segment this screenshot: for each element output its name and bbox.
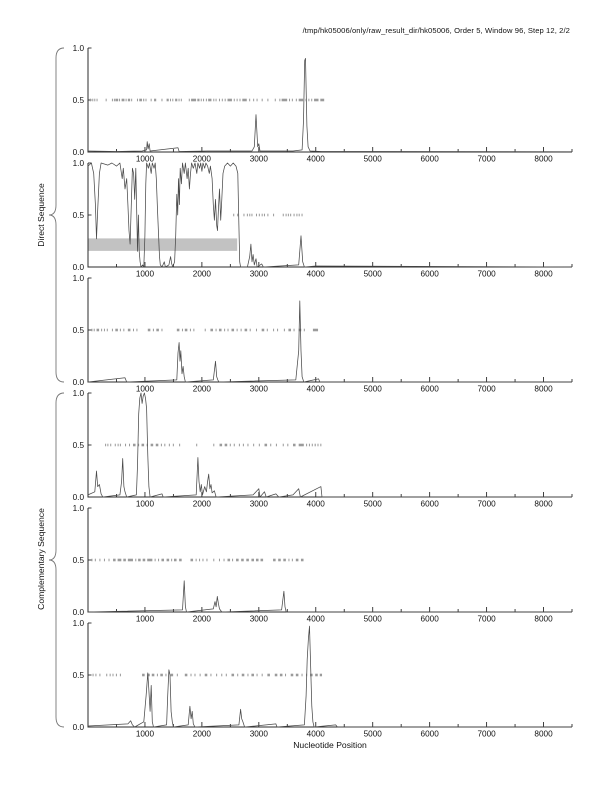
- coding-probability-curve: [88, 301, 572, 382]
- x-tick-label: 8000: [534, 384, 553, 394]
- y-tick-label: 1.0: [72, 44, 84, 53]
- group-label-direct: Direct Sequence: [36, 183, 46, 247]
- x-tick-label: 3000: [249, 384, 268, 394]
- axis: [88, 508, 572, 612]
- y-tick-label: 0.0: [72, 723, 84, 732]
- x-tick-label: 5000: [363, 614, 382, 624]
- x-tick-label: 4000: [306, 384, 325, 394]
- x-tick-label: 2000: [192, 614, 211, 624]
- x-tick-label: 6000: [420, 269, 439, 279]
- y-ticks: [73, 504, 92, 617]
- x-tick-label: 8000: [534, 154, 553, 164]
- x-tick-label: 5000: [363, 154, 382, 164]
- x-tick-label: 1000: [135, 499, 155, 509]
- y-ticks: [73, 44, 92, 157]
- x-tick-label: 7000: [477, 269, 496, 279]
- axis: [88, 278, 572, 382]
- group-label-complementary: Complementary Sequence: [36, 508, 46, 610]
- axis: [88, 48, 572, 152]
- y-ticks: [73, 619, 92, 732]
- y-tick-label: 1.0: [72, 504, 84, 513]
- x-tick-labels: [136, 270, 553, 279]
- y-tick-label: 0.0: [72, 263, 84, 272]
- x-tick-label: 6000: [420, 499, 439, 509]
- highlight-band: [88, 238, 237, 250]
- x-tick-label: 4000: [306, 499, 325, 509]
- coding-probability-curve: [88, 581, 572, 612]
- y-ticks: [73, 274, 92, 387]
- panel-direct-frame-3: [73, 274, 572, 394]
- coding-probability-curve: [88, 626, 572, 727]
- x-tick-label: 5000: [363, 499, 382, 509]
- x-tick-label: 8000: [534, 729, 553, 739]
- y-tick-label: 0.5: [72, 671, 84, 680]
- x-tick-label: 7000: [477, 499, 496, 509]
- figure-title: /tmp/hk05006/only/raw_result_dir/hk05006, Order 5, Window 96, Step 12, 2/2: [302, 26, 570, 35]
- x-tick-label: 5000: [363, 729, 382, 739]
- x-tick-label: 3000: [249, 729, 268, 739]
- x-tick-label: 4000: [306, 269, 325, 279]
- x-tick-label: 8000: [534, 269, 553, 279]
- x-tick-label: 7000: [477, 384, 496, 394]
- x-tick-label: 7000: [477, 729, 496, 739]
- x-tick-label: 6000: [420, 729, 439, 739]
- x-tick-label: 8000: [534, 499, 553, 509]
- x-tick-label: 3000: [249, 614, 268, 624]
- x-tick-label: 4000: [306, 154, 325, 164]
- y-tick-label: 1.0: [72, 619, 84, 628]
- axis: [88, 163, 572, 267]
- y-ticks: [73, 389, 92, 502]
- panel-direct-frame-1: [73, 44, 572, 164]
- brace-direct: [49, 48, 64, 382]
- y-tick-label: 0.5: [72, 96, 84, 105]
- x-tick-label: 1000: [135, 614, 155, 624]
- x-tick-label: 3000: [249, 154, 268, 164]
- x-tick-label: 1000: [135, 269, 155, 279]
- y-tick-label: 0.5: [72, 556, 84, 565]
- x-tick-label: 2000: [192, 154, 211, 164]
- x-tick-labels: [136, 385, 553, 394]
- axis: [88, 393, 572, 497]
- x-ticks: [116, 492, 572, 497]
- y-tick-label: 0.0: [72, 148, 84, 157]
- x-ticks: [116, 722, 572, 727]
- x-tick-label: 1000: [135, 154, 155, 164]
- x-tick-label: 2000: [192, 269, 211, 279]
- x-tick-labels: [136, 730, 553, 739]
- x-tick-label: 4000: [306, 614, 325, 624]
- x-tick-label: 2000: [192, 384, 211, 394]
- x-tick-label: 6000: [420, 614, 439, 624]
- x-tick-labels: [136, 615, 553, 624]
- y-tick-label: 1.0: [72, 159, 84, 168]
- y-tick-label: 0.5: [72, 326, 84, 335]
- x-tick-label: 7000: [477, 614, 496, 624]
- x-tick-label: 8000: [534, 614, 553, 624]
- y-tick-label: 0.0: [72, 493, 84, 502]
- coding-probability-curve: [88, 393, 572, 497]
- y-tick-label: 0.5: [72, 211, 84, 220]
- x-tick-label: 7000: [477, 154, 496, 164]
- x-axis-label: Nucleotide Position: [293, 740, 367, 750]
- panel-complementary-frame-2: [73, 504, 572, 624]
- x-tick-label: 3000: [249, 269, 268, 279]
- x-ticks: [116, 607, 572, 612]
- x-tick-label: 5000: [363, 384, 382, 394]
- x-tick-label: 2000: [192, 729, 211, 739]
- coding-probability-curve: [88, 163, 572, 267]
- y-tick-label: 0.0: [72, 378, 84, 387]
- brace-complementary: [49, 393, 64, 727]
- x-tick-labels: [136, 500, 553, 509]
- panel-complementary-frame-1: [73, 389, 572, 509]
- x-tick-label: 2000: [192, 499, 211, 509]
- x-tick-labels: [136, 155, 553, 164]
- y-tick-label: 0.5: [72, 441, 84, 450]
- x-tick-label: 1000: [135, 729, 155, 739]
- x-tick-label: 4000: [306, 729, 325, 739]
- x-tick-label: 6000: [420, 154, 439, 164]
- panel-direct-frame-2: [73, 159, 572, 279]
- panel-complementary-frame-3: [73, 619, 572, 739]
- y-ticks: [73, 159, 92, 272]
- y-tick-label: 1.0: [72, 274, 84, 283]
- x-tick-label: 6000: [420, 384, 439, 394]
- x-tick-label: 5000: [363, 269, 382, 279]
- coding-probability-curve: [88, 58, 572, 151]
- y-tick-label: 0.0: [72, 608, 84, 617]
- y-tick-label: 1.0: [72, 389, 84, 398]
- x-tick-label: 1000: [135, 384, 155, 394]
- x-tick-label: 3000: [249, 499, 268, 509]
